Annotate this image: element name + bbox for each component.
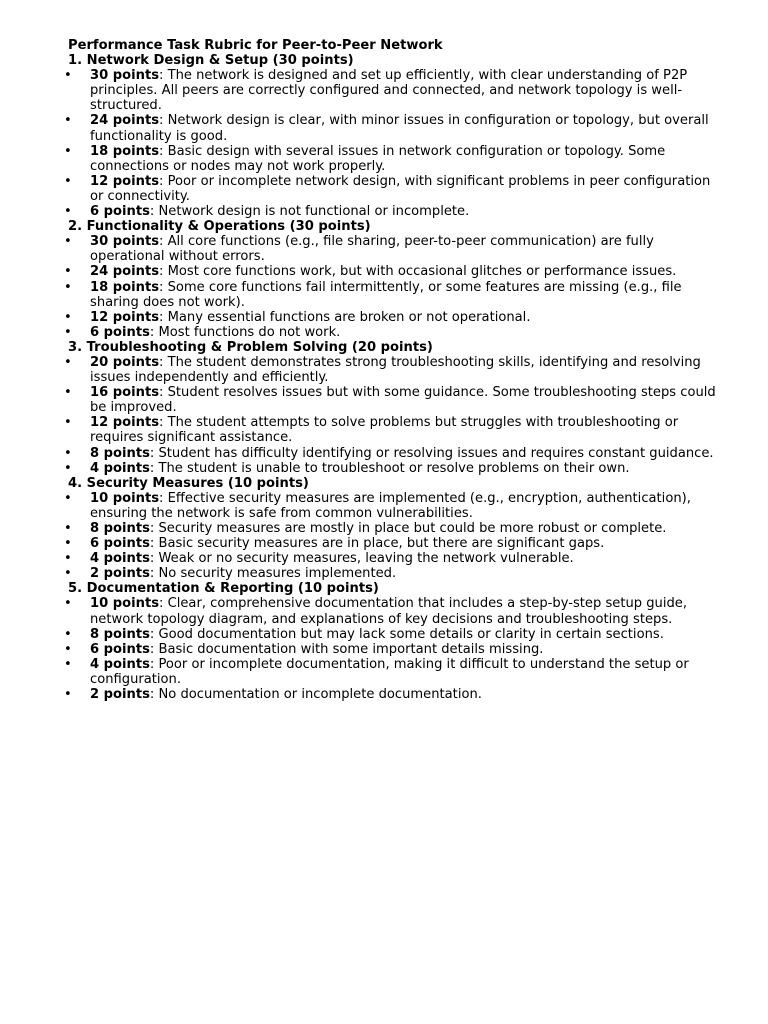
points-label: 6 points bbox=[90, 204, 150, 220]
list-item bbox=[64, 234, 724, 265]
points-label: 12 points bbox=[90, 415, 160, 431]
criteria-text: : Security measures are mostly in place but could be more robust or complete. bbox=[149, 521, 667, 536]
criteria-text: : No documentation or incomplete documentation. bbox=[149, 687, 482, 703]
criteria-list bbox=[64, 354, 724, 476]
list-item bbox=[64, 536, 724, 552]
bullet-icon: • bbox=[64, 445, 72, 461]
rubric-section-4 bbox=[64, 475, 724, 582]
points-label: 16 points bbox=[90, 385, 160, 401]
list-item bbox=[64, 173, 724, 204]
list-item bbox=[64, 385, 724, 416]
list-item bbox=[64, 687, 724, 703]
list-item bbox=[64, 279, 724, 310]
points-label: 20 points bbox=[90, 354, 160, 370]
list-item bbox=[64, 113, 724, 144]
bullet-icon: • bbox=[64, 596, 72, 612]
list-item bbox=[64, 656, 724, 687]
bullet-icon: • bbox=[64, 687, 72, 703]
list-item bbox=[64, 354, 724, 386]
points-label: 24 points bbox=[90, 264, 160, 280]
bullet-icon: • bbox=[64, 626, 72, 642]
criteria-text: : Basic security measures are in place, but there are significant gaps. bbox=[149, 536, 605, 552]
list-item bbox=[64, 324, 724, 340]
section-heading: 2. Functionality & Operations (30 points) bbox=[68, 219, 371, 235]
list-item bbox=[64, 490, 724, 521]
points-label: 2 points bbox=[90, 687, 150, 703]
section-heading: 4. Security Measures (10 points) bbox=[68, 475, 309, 491]
points-label: 10 points bbox=[90, 490, 160, 506]
criteria-text: : Clear, comprehensive documentation that includes a step-by-step setup guide, network topology diagram, and explanations of key decisions and troubleshooting steps. bbox=[90, 596, 688, 627]
bullet-icon: • bbox=[64, 536, 72, 552]
list-item bbox=[64, 626, 724, 642]
points-label: 12 points bbox=[90, 309, 160, 325]
points-label: 6 points bbox=[90, 536, 150, 552]
list-item bbox=[64, 566, 724, 582]
list-item bbox=[64, 68, 724, 114]
points-label: 2 points bbox=[90, 566, 150, 582]
criteria-text: : No security measures implemented. bbox=[149, 566, 397, 582]
criteria-text: : The student demonstrates strong troubleshooting skills, identifying and resolving issues independently and efficiently. bbox=[90, 354, 701, 386]
rubric-section-5 bbox=[64, 581, 724, 703]
criteria-text: : Effective security measures are implemented (e.g., encryption, authentication), ensuring the network is safe from common vulnerabilities. bbox=[90, 490, 691, 521]
list-item bbox=[64, 641, 724, 657]
bullet-icon: • bbox=[64, 551, 72, 567]
bullet-icon: • bbox=[64, 354, 72, 370]
list-item bbox=[64, 415, 724, 446]
points-label: 10 points bbox=[90, 596, 160, 612]
criteria-text: : Many essential functions are broken or not operational. bbox=[159, 309, 531, 325]
list-item bbox=[64, 204, 724, 220]
criteria-text: : Some core functions fail intermittently, or some features are missing (e.g., file sharing does not work). bbox=[90, 279, 682, 310]
criteria-list bbox=[64, 490, 724, 582]
section-heading: 1. Network Design & Setup (30 points) bbox=[68, 53, 354, 69]
criteria-list bbox=[64, 234, 724, 340]
criteria-text: : Most core functions work, but with occasional glitches or performance issues. bbox=[159, 264, 677, 280]
list-item bbox=[64, 445, 724, 461]
section-heading: 3. Troubleshooting & Problem Solving (20 points) bbox=[68, 339, 433, 355]
list-item bbox=[64, 596, 724, 627]
bullet-icon: • bbox=[64, 234, 72, 250]
bullet-icon: • bbox=[64, 68, 72, 84]
bullet-icon: • bbox=[64, 113, 72, 129]
criteria-list bbox=[64, 596, 724, 703]
points-label: 30 points bbox=[90, 68, 160, 84]
criteria-text: : Weak or no security measures, leaving the network vulnerable. bbox=[149, 551, 574, 567]
criteria-text: : Student has difficulty identifying or resolving issues and requires constant guidance. bbox=[149, 445, 714, 461]
criteria-text: : Network design is not functional or incomplete. bbox=[149, 204, 470, 220]
list-item bbox=[64, 551, 724, 567]
criteria-text: : All core functions (e.g., file sharing, peer-to-peer communication) are fully operational without errors. bbox=[90, 234, 654, 265]
points-label: 18 points bbox=[90, 143, 160, 159]
points-label: 6 points bbox=[90, 641, 150, 657]
bullet-icon: • bbox=[64, 656, 72, 672]
bullet-icon: • bbox=[64, 309, 72, 325]
criteria-text: : The student is unable to troubleshoot or resolve problems on their own. bbox=[149, 460, 630, 476]
list-item bbox=[64, 309, 724, 325]
points-label: 8 points bbox=[90, 626, 150, 642]
points-label: 6 points bbox=[90, 324, 150, 340]
criteria-text: : Good documentation but may lack some details or clarity in certain sections. bbox=[149, 626, 664, 642]
bullet-icon: • bbox=[64, 460, 72, 476]
list-item bbox=[64, 143, 724, 174]
section-heading: 5. Documentation & Reporting (10 points) bbox=[68, 581, 379, 597]
list-item bbox=[64, 521, 724, 536]
points-label: 4 points bbox=[90, 460, 150, 476]
bullet-icon: • bbox=[64, 521, 72, 536]
criteria-text: : Network design is clear, with minor issues in configuration or topology, but overall functionality is good. bbox=[90, 113, 709, 144]
rubric-section-1 bbox=[64, 53, 724, 220]
document-title: Performance Task Rubric for Peer-to-Peer Network bbox=[68, 38, 443, 53]
criteria-text: : Basic documentation with some important details missing. bbox=[149, 641, 544, 657]
criteria-text: : Student resolves issues but with some guidance. Some troubleshooting steps could be improved. bbox=[90, 385, 716, 416]
criteria-text: : Most functions do not work. bbox=[149, 324, 341, 340]
bullet-icon: • bbox=[64, 641, 72, 657]
criteria-list bbox=[64, 68, 724, 220]
criteria-text: : The student attempts to solve problems but struggles with troubleshooting or requires significant assistance. bbox=[90, 415, 679, 446]
bullet-icon: • bbox=[64, 264, 72, 280]
points-label: 8 points bbox=[90, 445, 150, 461]
bullet-icon: • bbox=[64, 324, 72, 340]
points-label: 8 points bbox=[90, 521, 150, 536]
bullet-icon: • bbox=[64, 173, 72, 189]
points-label: 4 points bbox=[90, 656, 150, 672]
criteria-text: : Poor or incomplete documentation, making it difficult to understand the setup or configuration. bbox=[90, 656, 689, 687]
points-label: 30 points bbox=[90, 234, 160, 250]
bullet-icon: • bbox=[64, 143, 72, 159]
bullet-icon: • bbox=[64, 204, 72, 220]
bullet-icon: • bbox=[64, 279, 72, 295]
criteria-text: : The network is designed and set up efficiently, with clear understanding of P2P principles. All peers are correctly configured and connected, and network topology is well-structured. bbox=[90, 68, 688, 114]
rubric-section-2 bbox=[64, 219, 724, 340]
bullet-icon: • bbox=[64, 566, 72, 582]
points-label: 24 points bbox=[90, 113, 160, 129]
points-label: 4 points bbox=[90, 551, 150, 567]
list-item bbox=[64, 264, 724, 280]
criteria-text: : Basic design with several issues in network configuration or topology. Some connections or nodes may not work properly. bbox=[90, 143, 666, 174]
rubric-section-3 bbox=[64, 339, 724, 476]
bullet-icon: • bbox=[64, 385, 72, 401]
bullet-icon: • bbox=[64, 490, 72, 506]
points-label: 12 points bbox=[90, 173, 160, 189]
list-item bbox=[64, 460, 724, 476]
bullet-icon: • bbox=[64, 415, 72, 431]
points-label: 18 points bbox=[90, 279, 160, 295]
criteria-text: : Poor or incomplete network design, with significant problems in peer configuration or connectivity. bbox=[90, 173, 711, 204]
